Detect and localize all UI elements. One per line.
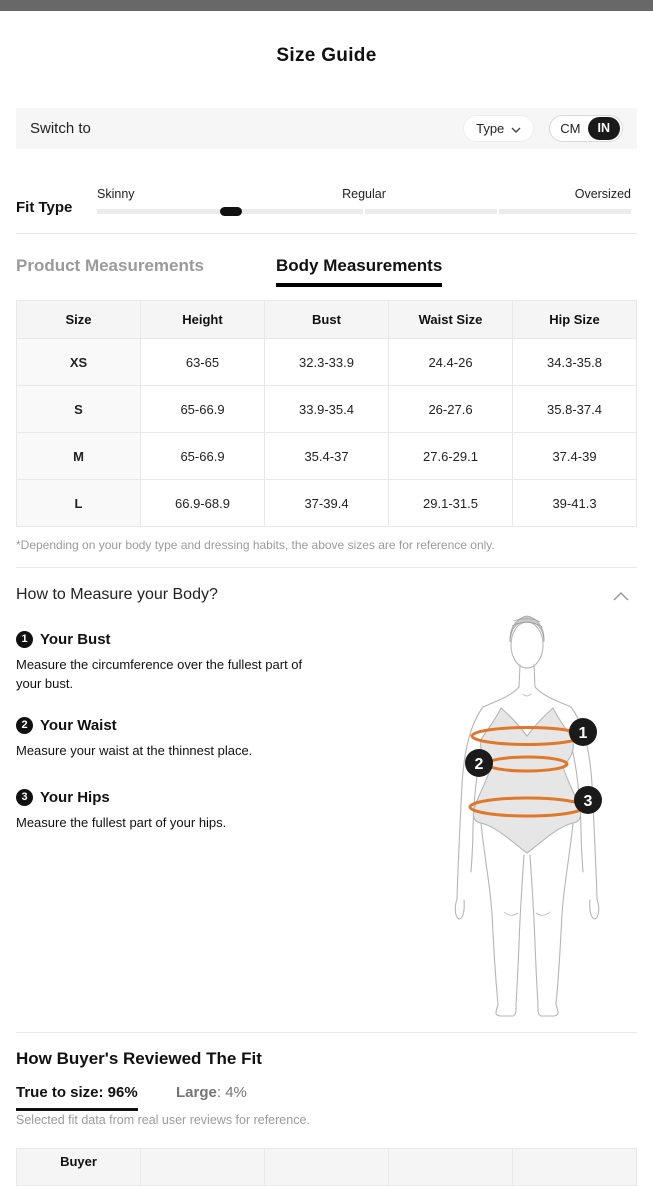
slider-segment [499, 209, 631, 214]
type-dropdown[interactable] [463, 115, 534, 142]
number-badge-1: 1 [16, 631, 33, 648]
table-cell: 32.3-33.9 [265, 339, 389, 386]
col-header-buyer: Buyer [17, 1149, 141, 1186]
col-header-hip: Hip Size [513, 301, 637, 339]
table-cell: 26-27.6 [389, 386, 513, 433]
table-cell: 37.4-39 [513, 433, 637, 480]
table-row [17, 386, 637, 433]
table-cell: 65-66.9 [141, 386, 265, 433]
measure-item-bust-description: Measure the circumference over the fullest part of your bust. [16, 657, 303, 691]
measure-item-bust-title [16, 631, 111, 648]
measure-item-hips-title [16, 789, 110, 806]
col-header [265, 1149, 389, 1186]
table-cell: 35.8-37.4 [513, 386, 637, 433]
stat-true-to-size[interactable]: True to size: 96% [16, 1084, 138, 1111]
unit-option-in-selected[interactable]: IN [588, 117, 621, 140]
table-cell: 34.3-35.8 [513, 339, 637, 386]
tab-body-measurements[interactable]: Body Measurements [276, 256, 442, 287]
col-header [389, 1149, 513, 1186]
figure-badge-3: 3 [583, 793, 593, 810]
table-cell: 39-41.3 [513, 480, 637, 527]
fit-review-title: How Buyer's Reviewed The Fit [16, 1049, 262, 1068]
chevron-up-icon [613, 588, 629, 605]
number-badge-3: 3 [16, 789, 33, 806]
measure-item-hips-description: Measure the fullest part of your hips. [16, 815, 227, 830]
measure-item-waist-label: Your Waist [40, 717, 117, 734]
stat-large[interactable] [176, 1084, 247, 1101]
table-cell: 65-66.9 [141, 433, 265, 480]
type-dropdown-label: Type [476, 121, 505, 136]
number-badge-2: 2 [16, 717, 33, 734]
divider [16, 567, 637, 568]
measure-section-title: How to Measure your Body? [16, 586, 218, 603]
fit-option-regular: Regular [342, 187, 386, 201]
fit-type-slider[interactable] [97, 209, 631, 214]
table-row [17, 433, 637, 480]
table-cell: XS [17, 339, 141, 386]
table-header-row [17, 301, 637, 339]
buyer-review-table-partial [16, 1148, 637, 1186]
stat-large-label: Large [176, 1084, 217, 1101]
fit-review-note: Selected fit data from real user reviews for reference. [16, 1113, 310, 1127]
table-cell: 35.4-37 [265, 433, 389, 480]
table-row [17, 480, 637, 527]
figure-badge-1: 1 [578, 725, 588, 742]
table-cell: 24.4-26 [389, 339, 513, 386]
switch-to-label: Switch to [30, 120, 91, 137]
measure-item-waist-description: Measure your waist at the thinnest place. [16, 743, 253, 758]
fit-option-skinny: Skinny [97, 187, 135, 201]
unit-toggle[interactable] [549, 115, 623, 142]
measure-item-hips-label: Your Hips [40, 789, 110, 806]
slider-segment [365, 209, 497, 214]
table-row [17, 339, 637, 386]
divider [16, 233, 637, 234]
switch-to-bar [16, 108, 637, 149]
collapse-section-button[interactable] [613, 588, 633, 604]
table-cell: 66.9-68.9 [141, 480, 265, 527]
table-cell: M [17, 433, 141, 480]
body-figure-illustration [440, 612, 630, 1024]
col-header-size: Size [17, 301, 141, 339]
table-cell: S [17, 386, 141, 433]
page-title: Size Guide [276, 45, 377, 66]
figure-badge-2: 2 [474, 756, 484, 773]
col-header [141, 1149, 265, 1186]
tab-product-measurements[interactable]: Product Measurements [16, 256, 204, 275]
unit-option-cm[interactable]: CM [560, 121, 581, 136]
browser-chrome-bar [0, 0, 653, 11]
table-header-row [17, 1149, 637, 1186]
measure-item-bust-label: Your Bust [40, 631, 111, 648]
fit-type-options [97, 187, 631, 201]
measure-item-waist-title [16, 717, 117, 734]
col-header-bust: Bust [265, 301, 389, 339]
table-cell: 29.1-31.5 [389, 480, 513, 527]
divider [16, 1032, 637, 1033]
table-cell: 37-39.4 [265, 480, 389, 527]
chevron-down-icon [511, 121, 521, 136]
slider-handle[interactable] [220, 207, 242, 216]
body-measurements-table [16, 300, 637, 527]
table-cell: L [17, 480, 141, 527]
table-cell: 27.6-29.1 [389, 433, 513, 480]
slider-segment [97, 209, 229, 214]
table-cell: 63-65 [141, 339, 265, 386]
col-header [513, 1149, 637, 1186]
table-cell: 33.9-35.4 [265, 386, 389, 433]
fit-option-oversized: Oversized [574, 187, 631, 201]
col-header-height: Height [141, 301, 265, 339]
stat-large-value: : 4% [216, 1084, 247, 1101]
fit-type-label: Fit Type [16, 199, 73, 216]
col-header-waist: Waist Size [389, 301, 513, 339]
measurement-tabs [16, 256, 442, 287]
slider-segment [231, 209, 363, 214]
size-table-footnote: *Depending on your body type and dressing habits, the above sizes are for reference only. [16, 538, 495, 552]
